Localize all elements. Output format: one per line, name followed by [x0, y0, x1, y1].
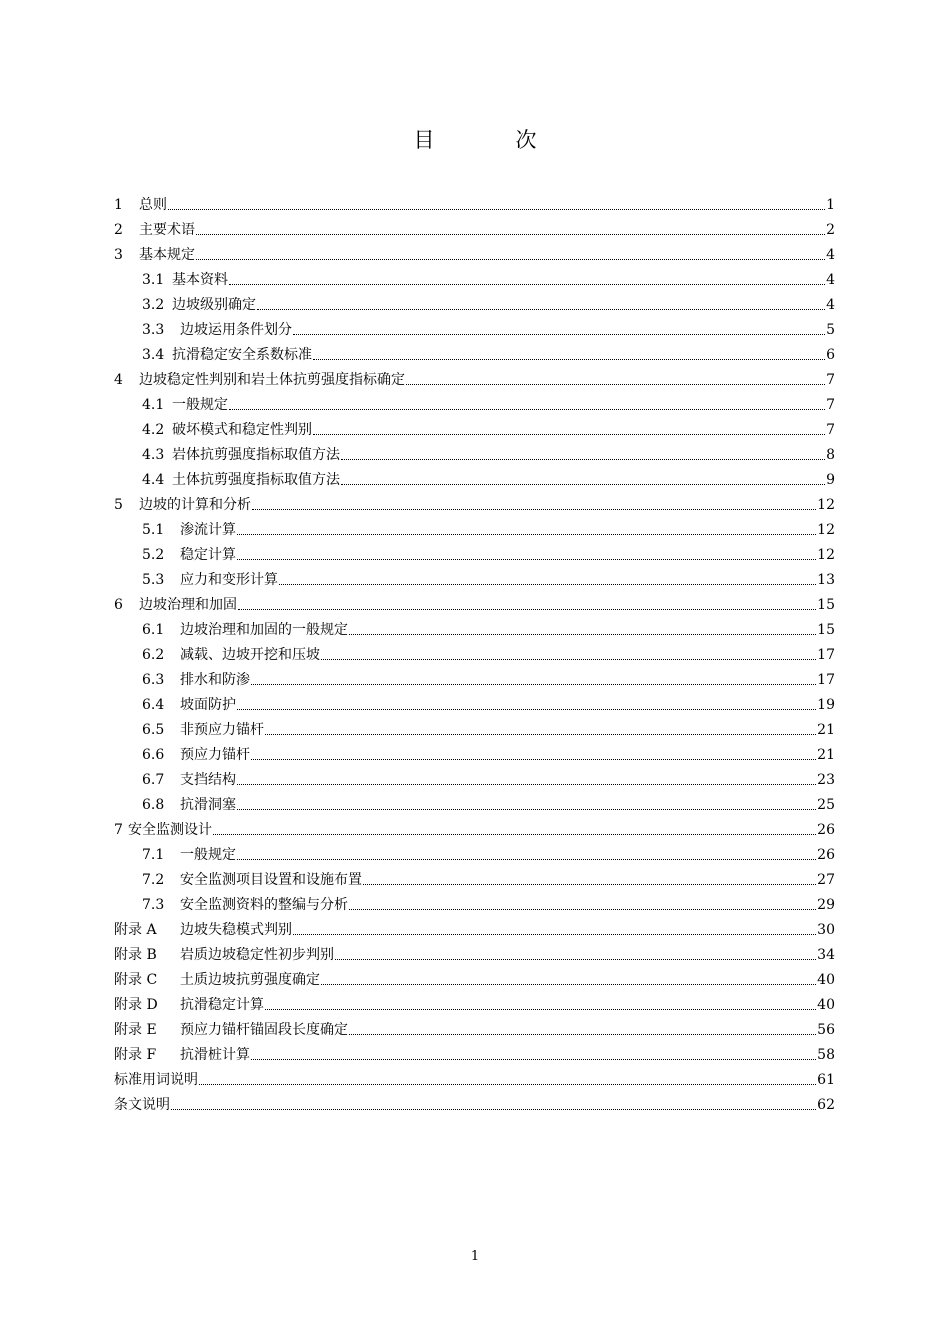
toc-entry-label [114, 871, 362, 889]
toc-entry-number: 5.3 [142, 572, 165, 588]
toc-entry-page: 4 [826, 247, 835, 263]
toc-entry-title: 边坡失稳模式判别 [180, 922, 292, 938]
toc-entry-label [114, 646, 320, 664]
toc-entry-label [114, 1021, 348, 1039]
toc-entry-label [114, 796, 236, 814]
toc-entry[interactable] [114, 489, 835, 514]
toc-entry-page: 26 [817, 847, 835, 863]
toc-entry-page: 7 [826, 422, 835, 438]
toc-entry-number: 6.3 [142, 672, 165, 688]
toc-entry-label [114, 196, 167, 214]
toc-dot-leader [168, 209, 825, 210]
toc-entry-page: 7 [826, 397, 835, 413]
toc-entry-label [114, 221, 195, 239]
toc-entry-page: 12 [817, 497, 835, 513]
toc-entry[interactable] [114, 464, 835, 489]
toc-dot-leader [257, 309, 825, 310]
toc-entry-page: 30 [817, 922, 835, 938]
toc-entry-number: 附录 A [114, 922, 157, 938]
toc-entry-label [114, 571, 278, 589]
toc-entry-number: 7 [114, 822, 123, 838]
toc-dot-leader [321, 659, 816, 660]
toc-dot-leader [238, 609, 816, 610]
toc-entry-title: 边坡稳定性判别和岩土体抗剪强度指标确定 [139, 372, 405, 388]
toc-dot-leader [237, 859, 816, 860]
toc-entry[interactable] [114, 289, 835, 314]
toc-entry-page: 12 [817, 547, 835, 563]
page-number: 1 [470, 1249, 480, 1264]
toc-dot-leader [229, 284, 825, 285]
toc-entry-title: 抗滑稳定计算 [180, 997, 264, 1013]
toc-entry-number: 4.3 [142, 447, 165, 463]
toc-entry-title: 渗流计算 [180, 522, 236, 538]
toc-entry-title: 边坡治理和加固的一般规定 [180, 622, 348, 638]
toc-entry-title: 预应力锚杆锚固段长度确定 [180, 1022, 348, 1038]
toc-entry-number: 3.3 [142, 322, 165, 338]
toc-entry-number: 附录 F [114, 1047, 157, 1063]
page-title: 目 次 [413, 128, 567, 152]
toc-entry-label [114, 971, 320, 989]
toc-entry-title: 抗滑桩计算 [180, 1047, 250, 1063]
toc-entry-number: 5.1 [142, 522, 165, 538]
toc-entry-label [114, 946, 334, 964]
toc-entry-title: 支挡结构 [180, 772, 236, 788]
toc-entry-number: 6.2 [142, 647, 165, 663]
toc-entry-number: 1 [114, 197, 123, 213]
toc-dot-leader [237, 534, 816, 535]
toc-entry-title: 非预应力锚杆 [180, 722, 264, 738]
toc-entry[interactable] [114, 414, 835, 439]
toc-entry[interactable] [114, 214, 835, 239]
toc-entry[interactable] [114, 564, 835, 589]
toc-entry-page: 61 [817, 1072, 835, 1088]
toc-entry-title: 岩体抗剪强度指标取值方法 [172, 447, 340, 463]
toc-entry-title: 排水和防渗 [180, 672, 250, 688]
toc-entry-page: 25 [817, 797, 835, 813]
toc-entry-number: 5.2 [142, 547, 165, 563]
toc-entry-number: 6 [114, 597, 123, 613]
toc-entry-title: 基本规定 [139, 247, 195, 263]
toc-entry-title: 边坡治理和加固 [139, 597, 237, 613]
toc-entry-title: 边坡运用条件划分 [180, 322, 292, 338]
toc-entry-page: 58 [817, 1047, 835, 1063]
toc-entry-number: 3.2 [142, 297, 165, 313]
toc-entry-title: 应力和变形计算 [180, 572, 278, 588]
toc-dot-leader [313, 359, 825, 360]
toc-entry[interactable] [114, 439, 835, 464]
toc-entry[interactable] [114, 914, 835, 939]
toc-dot-leader [251, 1059, 816, 1060]
toc-entry-title: 岩质边坡稳定性初步判别 [180, 947, 334, 963]
toc-entry-label [114, 1071, 198, 1089]
toc-entry-label [114, 846, 236, 864]
toc-entry-page: 6 [826, 347, 835, 363]
toc-entry-number: 3.1 [142, 272, 165, 288]
toc-entry-title: 主要术语 [139, 222, 195, 238]
toc-entry[interactable] [114, 539, 835, 564]
toc-entry[interactable] [114, 1039, 835, 1064]
toc-entry-page: 4 [826, 297, 835, 313]
toc-entry[interactable] [114, 714, 835, 739]
toc-entry-label [114, 896, 348, 914]
toc-dot-leader [349, 1034, 816, 1035]
toc-entry-page: 13 [817, 572, 835, 588]
toc-dot-leader [335, 959, 816, 960]
toc-dot-leader [171, 1109, 816, 1110]
toc-dot-leader [199, 1084, 816, 1085]
toc-entry-number: 6.5 [142, 722, 165, 738]
toc-dot-leader [349, 634, 816, 635]
toc-entry-page: 12 [817, 522, 835, 538]
toc-entry-page: 9 [826, 472, 835, 488]
toc-dot-leader [251, 684, 816, 685]
toc-dot-leader [196, 259, 825, 260]
toc-entry-page: 19 [817, 697, 835, 713]
toc-entry-page: 21 [817, 747, 835, 763]
toc-entry-title: 减载、边坡开挖和压坡 [180, 647, 320, 663]
toc-entry-title: 基本资料 [172, 272, 228, 288]
toc-entry[interactable] [114, 189, 835, 214]
toc-entry-title: 条文说明 [114, 1097, 170, 1113]
toc-entry[interactable] [114, 389, 835, 414]
toc-entry-number: 7.2 [142, 872, 165, 888]
toc-entry-page: 17 [817, 647, 835, 663]
toc-entry[interactable] [114, 739, 835, 764]
toc-entry-title: 坡面防护 [180, 697, 236, 713]
toc-entry-label [114, 371, 405, 389]
toc-entry-title: 一般规定 [172, 397, 228, 413]
toc-entry-page: 2 [826, 222, 835, 238]
toc-entry-label [114, 321, 292, 339]
toc-entry-number: 6.4 [142, 697, 165, 713]
toc-entry-title: 抗滑稳定安全系数标准 [172, 347, 312, 363]
toc-entry[interactable] [114, 664, 835, 689]
toc-entry-page: 5 [826, 322, 835, 338]
toc-entry[interactable] [114, 939, 835, 964]
toc-entry[interactable] [114, 1089, 835, 1114]
toc-entry-title: 边坡的计算和分析 [139, 497, 251, 513]
toc-entry-title: 抗滑洞塞 [180, 797, 236, 813]
toc-entry[interactable] [114, 789, 835, 814]
toc-entry[interactable] [114, 264, 835, 289]
toc-entry-label [114, 396, 228, 414]
toc-entry-page: 8 [826, 447, 835, 463]
toc-entry[interactable] [114, 1064, 835, 1089]
toc-entry[interactable] [114, 514, 835, 539]
toc-entry-label [114, 696, 236, 714]
toc-entry-title: 预应力锚杆 [180, 747, 250, 763]
toc-dot-leader [251, 759, 816, 760]
toc-entry-title: 土体抗剪强度指标取值方法 [172, 472, 340, 488]
toc-dot-leader [237, 784, 816, 785]
toc-entry-label [114, 271, 228, 289]
toc-entry-title: 安全监测设计 [128, 822, 212, 838]
toc-entry-title: 总则 [139, 197, 167, 213]
toc-dot-leader [363, 884, 816, 885]
toc-entry[interactable] [114, 814, 835, 839]
toc-entry-label [114, 996, 264, 1014]
toc-entry-label [114, 746, 250, 764]
toc-entry[interactable] [114, 339, 835, 364]
toc-entry-number: 6.1 [142, 622, 165, 638]
toc-dot-leader [293, 934, 816, 935]
toc-entry-number: 7.1 [142, 847, 165, 863]
toc-dot-leader [237, 809, 816, 810]
toc-entry-page: 62 [817, 1097, 835, 1113]
toc-entry-page: 15 [817, 622, 835, 638]
toc-dot-leader [349, 909, 816, 910]
toc-entry-page: 40 [817, 997, 835, 1013]
toc-entry-label [114, 1046, 250, 1064]
toc-entry-page: 27 [817, 872, 835, 888]
toc-entry[interactable] [114, 589, 835, 614]
toc-entry-page: 26 [817, 822, 835, 838]
toc-entry[interactable] [114, 989, 835, 1014]
toc-entry-page: 40 [817, 972, 835, 988]
toc-entry-label [114, 921, 292, 939]
toc-entry-page: 17 [817, 672, 835, 688]
toc-dot-leader [265, 734, 816, 735]
toc-entry-title: 土质边坡抗剪强度确定 [180, 972, 320, 988]
toc-dot-leader [213, 834, 816, 835]
toc-entry-label [114, 546, 236, 564]
toc-entry-number: 附录 C [114, 972, 158, 988]
toc-dot-leader [313, 434, 825, 435]
toc-entry-number: 3.4 [142, 347, 165, 363]
toc-entry-label [114, 246, 195, 264]
toc-entry[interactable] [114, 1014, 835, 1039]
toc-dot-leader [237, 559, 816, 560]
toc-entry-label [114, 621, 348, 639]
toc-entry-number: 7.3 [142, 897, 165, 913]
toc-entry-page: 7 [826, 372, 835, 388]
toc-entry-number: 4.2 [142, 422, 165, 438]
toc-entry[interactable] [114, 764, 835, 789]
toc-entry-label [114, 721, 264, 739]
toc-entry-label [114, 596, 237, 614]
toc-entry-number: 6.6 [142, 747, 165, 763]
toc-entry-number: 5 [114, 497, 123, 513]
toc-entry[interactable] [114, 839, 835, 864]
toc-entry-label [114, 471, 340, 489]
toc-entry-title: 边坡级别确定 [172, 297, 256, 313]
toc-entry-label [114, 1096, 170, 1114]
toc-entry[interactable] [114, 864, 835, 889]
toc-entry-page: 29 [817, 897, 835, 913]
toc-entry-page: 21 [817, 722, 835, 738]
toc-entry-label [114, 671, 250, 689]
toc-entry[interactable] [114, 689, 835, 714]
toc-entry-number: 附录 E [114, 1022, 157, 1038]
toc-entry-page: 15 [817, 597, 835, 613]
toc-entry-page: 34 [817, 947, 835, 963]
toc-dot-leader [321, 984, 816, 985]
toc-entry-number: 附录 B [114, 947, 157, 963]
toc-entry-label [114, 496, 251, 514]
toc-entry[interactable] [114, 239, 835, 264]
toc-entry[interactable] [114, 364, 835, 389]
toc-entry-title: 标准用词说明 [114, 1072, 198, 1088]
toc-entry[interactable] [114, 889, 835, 914]
toc-entry-number: 4 [114, 372, 123, 388]
toc-entry-number: 附录 D [114, 997, 158, 1013]
toc-entry-title: 一般规定 [180, 847, 236, 863]
toc-entry-page: 56 [817, 1022, 835, 1038]
toc-dot-leader [252, 509, 816, 510]
toc-dot-leader [406, 384, 825, 385]
toc-dot-leader [293, 334, 825, 335]
toc-entry[interactable] [114, 614, 835, 639]
toc-dot-leader [265, 1009, 816, 1010]
toc-entry-label [114, 521, 236, 539]
toc-entry-label [114, 421, 312, 439]
toc-dot-leader [341, 484, 825, 485]
toc-entry-label [114, 296, 256, 314]
toc-entry-label [114, 771, 236, 789]
toc-entry-number: 4.1 [142, 397, 165, 413]
toc-entry-label [114, 446, 340, 464]
toc-dot-leader [196, 234, 825, 235]
toc-entry-number: 6.8 [142, 797, 165, 813]
toc-dot-leader [237, 709, 816, 710]
toc-entry-number: 3 [114, 247, 123, 263]
toc-entry-page: 23 [817, 772, 835, 788]
toc-entry-number: 6.7 [142, 772, 165, 788]
toc-entry[interactable] [114, 639, 835, 664]
toc-entry-title: 安全监测项目设置和设施布置 [180, 872, 362, 888]
toc-entry-number: 2 [114, 222, 123, 238]
toc-entry-page: 4 [826, 272, 835, 288]
toc-dot-leader [341, 459, 825, 460]
toc-entry[interactable] [114, 964, 835, 989]
toc-entry-title: 破坏模式和稳定性判别 [172, 422, 312, 438]
toc-entry-label [114, 821, 212, 839]
toc-entry-label [114, 346, 312, 364]
toc-entry[interactable] [114, 314, 835, 339]
toc-entry-title: 安全监测资料的整编与分析 [180, 897, 348, 913]
toc-entry-number: 4.4 [142, 472, 165, 488]
table-of-contents [114, 189, 835, 1114]
toc-entry-page: 1 [826, 197, 835, 213]
toc-entry-title: 稳定计算 [180, 547, 236, 563]
toc-dot-leader [229, 409, 825, 410]
toc-dot-leader [279, 584, 816, 585]
